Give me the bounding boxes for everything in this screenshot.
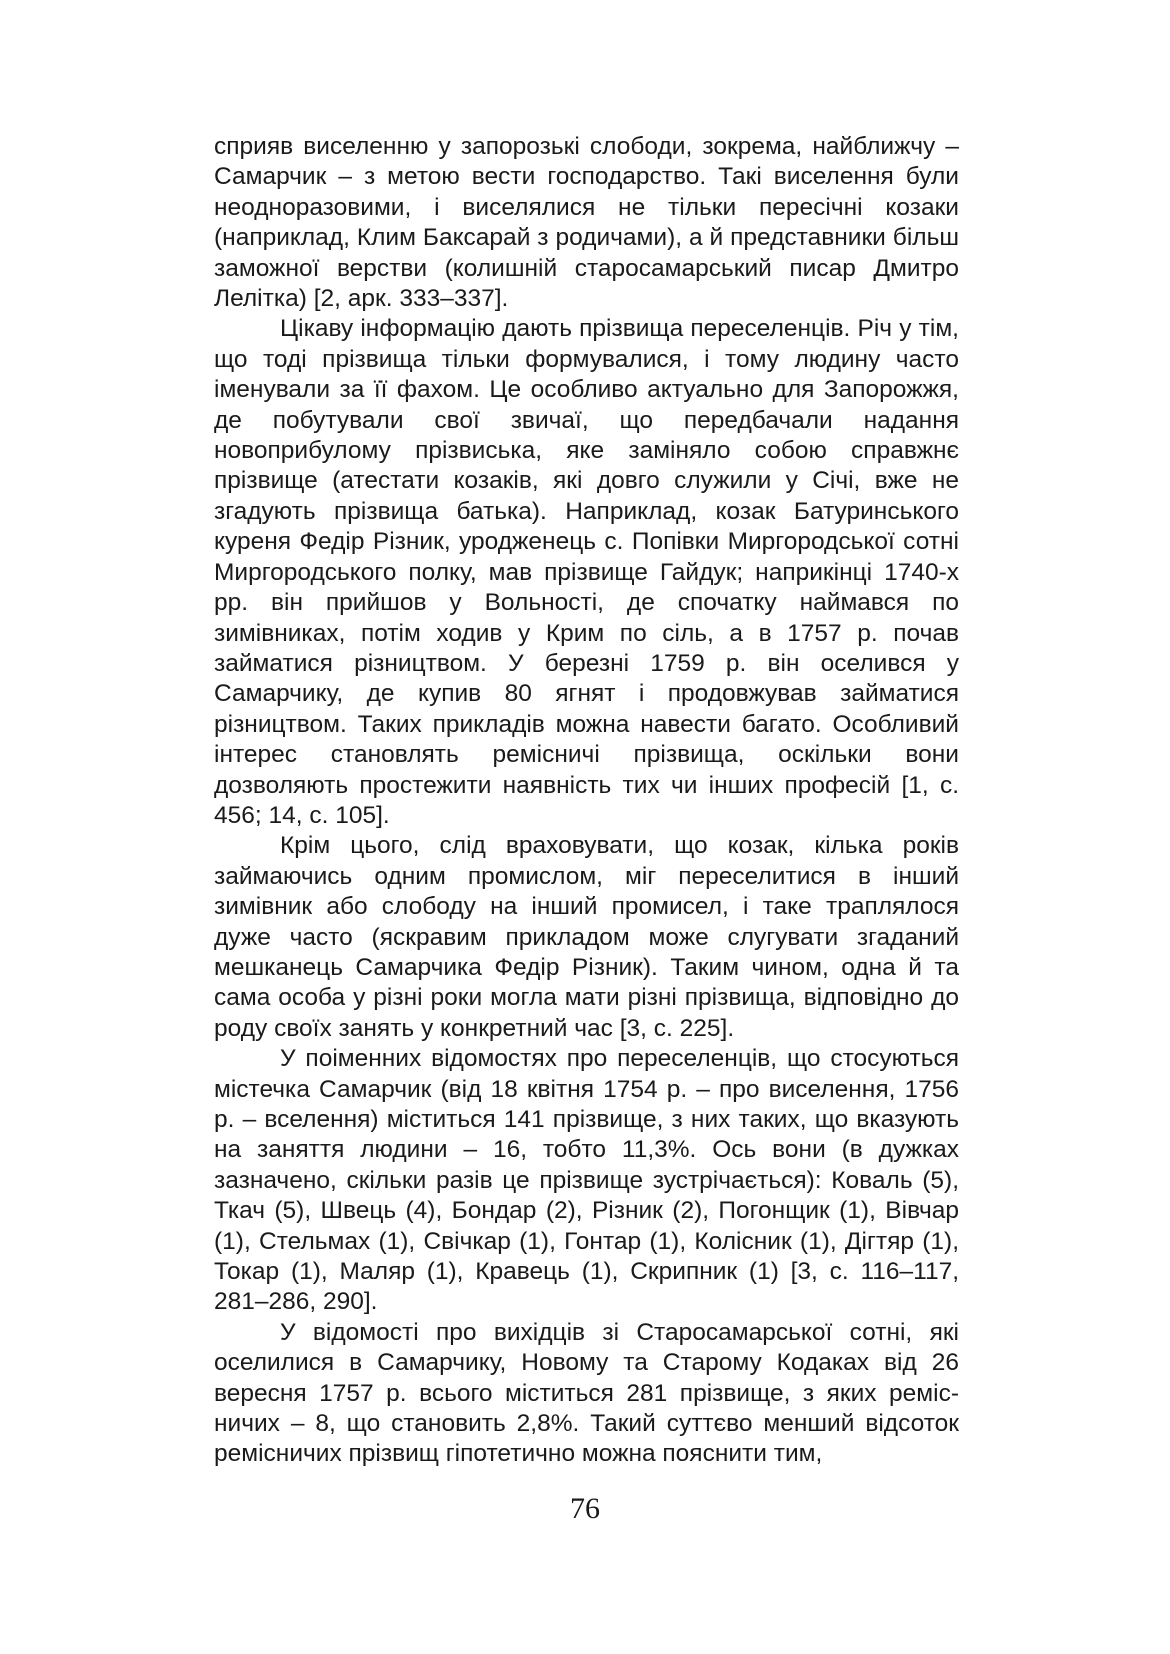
text-column — [214, 132, 959, 1470]
paragraph-4: У поіменних відомостях про переселенців, що стосуються містечка Самарчик (від 18 квітня 1754 р. – про виселення, 1756 р. – вселення) міститься 141 прізвище, з них таких, що вказують на заняття людини – 16, тобто 11,3%. Ось вони (в дужках зазначено, скільки разів це прізвище зустрічається): Коваль (5), Ткач (5), Швець (4), Бондар (2), Різник (2), Погонщик (1), Вівчар (1), Стельмах (1), Свічкар (1), Гонтар (1), Колісник (1), Дігтяр (1), Токар (1), Маляр (1), Кравець (1), Скрипник (1) [3, с. 116–117, 281–286, 290]. — [214, 1045, 959, 1316]
paragraph-3: Крім цього, слід враховувати, що козак, кілька років займаючись одним промислом, міг переселитися в інший зимівник або слободу на інший промисел, і таке траплялося дуже часто (яскравим прикладом може слугувати згаданий мешканець Самарчика Федір Різник). Таким чином, одна й та сама особа у різні роки могла мати різні прізвища, відповідно до роду своїх занять у конкретний час [3, с. 225]. — [214, 832, 959, 1042]
paragraph-1: сприяв виселенню у запорозькі слободи, зокрема, найближчу – Самарчик – з метою вести господарство. Такі виселення були неодноразовими, і виселялися не тільки пересічні козаки (наприклад, Клим Баксарай з родичами), а й представники більш заможної верстви (колишній старосамарський писар Дмитро Лелітка) [2, арк. 333–337]. — [214, 133, 959, 313]
paragraph-2: Цікаву інформацію дають прізвища переселенців. Річ у тім, що тоді прізвища тільки формувалися, і тому людину часто іменували за її фахом. Це особливо актуально для Запорожжя, де побутували свої звичаї, що передбачали надання новоприбулому прізвиська, яке заміняло собою справжнє прізвище (атестати козаків, які довго служили у Січі, вже не згадують прізвища батька). Наприклад, козак Батуринського куреня Федір Різник, уродженець с. Попівки Миргородської сотні Миргородського полку, мав прізвище Гайдук; наприкінці 1740-х рр. він прийшов у Вольності, де спочатку наймався по зимівниках, потім ходив у Крим по сіль, а в 1757 р. почав займатися різництвом. У березні 1759 р. він оселився у Самарчику, де купив 80 ягнят і продовжував займатися різництвом. Таких прикладів можна навести багато. Особливий інтерес становлять ремісничі прізвища, оскільки вони дозволяють простежити наявність тих чи інших професій [1, с. 456; 14, с. 105]. — [214, 315, 959, 829]
paragraph-5: У відомості про вихідців зі Старосамарської сотні, які оселилися в Самарчику, Новому та Старому Кодаках від 26 вересня 1757 р. всього міститься 281 прізвище, з яких ремісничих – 8, що становить 2,8%. Такий суттєво менший відсоток ремісничих прізвищ гіпотетично можна пояснити тим, — [214, 1318, 959, 1468]
page-number: 76 — [570, 1492, 600, 1525]
